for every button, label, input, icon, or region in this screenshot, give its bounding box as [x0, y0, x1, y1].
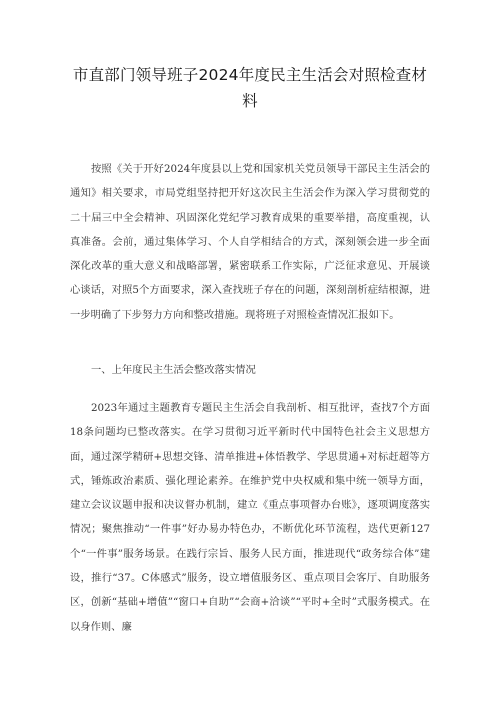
body-paragraph: 2023年通过主题教育专题民主生活会自我剖析、相互批评，查找7个方面18条问题均已整改落实。在学习贯彻习近平新时代中国特色社会主义思想方面，通过深学精研+思想交锋、清单推进+体悟教学、学思贯通+对标赶超等方式，锤炼政治素质、强化理论素养。在维护党中央权威和集中统一领导方面，建立会议议题申报和决议督办机制，建立《重点事项督办台账》，逐项调度落实情况；聚焦推动“一件事”好办易办特色办，不断优化环节流程，迭代更新127个“一件事”服务场景。在践行宗旨、服务人民方面，推进现代“政务综合体”建设，推行“37。C体感式”服务，设立增值服务区、重点项目会客厅、自助服务区，创新“基础+增值”“窗口+自助”“会商+洽谈”“平时+全时”式服务模式。在以身作则、廉	[70, 402, 430, 633]
intro-paragraph: 按照《关于开好2024年度县以上党和国家机关党员领导干部民主生活会的通知》相关要求，市局党组坚持把开好这次民主生活会作为深入学习贯彻党的二十届三中全会精神、巩固深化党纪学习教育成果的重要举措，高度重视，认真准备。会前，通过集体学习、个人自学相结合的方式，深刻领会进一步全面深化改革的重大意义和战略部署，紧密联系工作实际，广泛征求意见、开展谈心谈话，对照5个方面要求，深入查找班子存在的问题，深刻剖析症结根源，进一步明确了下步努力方向和整改措施。现将班子对照检查情况汇报如下。	[70, 163, 430, 321]
section-heading: 一、上年度民主生活会整改落实情况	[91, 364, 256, 376]
document-title: 市直部门领导班子2024年度民主生活会对照检查材料	[72, 66, 428, 110]
